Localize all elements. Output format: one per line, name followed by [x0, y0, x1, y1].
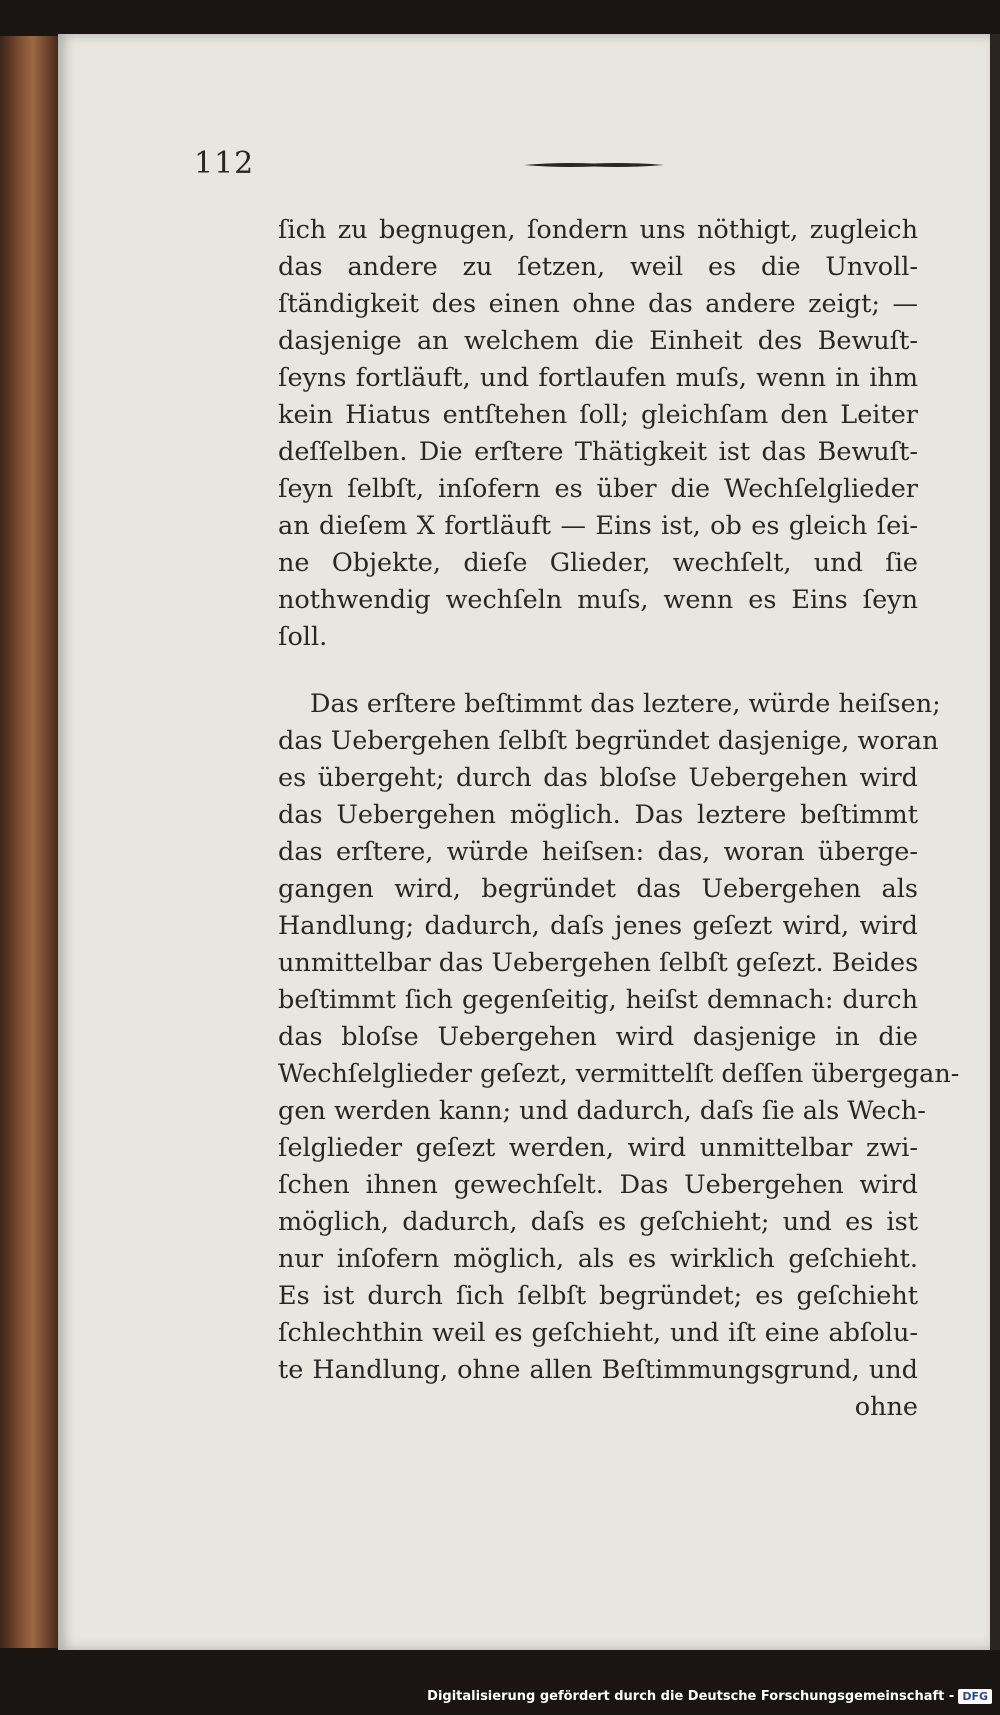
- text-line: ſelglieder geſezt werden, wird unmittelbar zwi-: [278, 1133, 918, 1163]
- text-line: ſich zu begnugen, ſondern uns nöthigt, zugleich: [278, 215, 918, 245]
- text-line: deſſelben. Die erſtere Thätigkeit ist das Bewuſt-: [278, 437, 918, 467]
- paragraph-1: [278, 212, 918, 656]
- text-line: beſtimmt ſich gegenſeitig, heiſst demnach: durch: [278, 985, 918, 1015]
- dfg-logo-icon: DFG: [958, 1689, 992, 1704]
- book-spine: [0, 36, 60, 1648]
- text-line: Es ist durch ſich ſelbſt begründet; es geſchieht: [278, 1281, 918, 1311]
- text-line: das andere zu ſetzen, weil es die Unvoll-: [278, 252, 918, 282]
- text-line: das Uebergehen möglich. Das leztere beſtimmt: [278, 800, 918, 830]
- text-line: nur inſofern möglich, als es wirklich geſchieht.: [278, 1244, 918, 1274]
- credit-text: Digitalisierung gefördert durch die Deutsche Forschungsgemeinschaft -: [427, 1688, 955, 1704]
- text-line: gangen wird, begründet das Uebergehen als: [278, 874, 918, 904]
- text-line: ſoll.: [278, 622, 328, 652]
- text-line: Wechſelglieder geſezt, vermittelſt deſſen übergegan-: [278, 1059, 960, 1089]
- page-edge: [990, 34, 1000, 1650]
- text-line: das bloſse Uebergehen wird dasjenige in die: [278, 1022, 918, 1052]
- text-line: das erſtere, würde heiſsen: das, woran überge-: [278, 837, 918, 867]
- text-line: gen werden kann; und dadurch, daſs ſie als Wech-: [278, 1096, 926, 1126]
- text-block: [278, 212, 960, 1426]
- text-line: ſchen ihnen gewechſelt. Das Uebergehen wird: [278, 1170, 918, 1200]
- digitization-credit: [427, 1685, 992, 1707]
- paragraph-gap: [278, 656, 918, 686]
- text-line: ſchlechthin weil es geſchieht, und iſt eine abſolu-: [278, 1318, 918, 1348]
- header-ornament: [524, 160, 664, 170]
- text-line: kein Hiatus entſtehen ſoll; gleichſam den Leiter: [278, 400, 918, 430]
- text-line: ſtändigkeit des einen ohne das andere zeigt; —: [278, 289, 918, 319]
- text-line: unmittelbar das Uebergehen ſelbſt geſezt. Beides: [278, 948, 919, 978]
- text-line: te Handlung, ohne allen Beſtimmungsgrund, und: [278, 1355, 918, 1385]
- paragraph-2: [278, 686, 960, 1426]
- text-line: Handlung; dadurch, daſs jenes geſezt wird, wird: [278, 911, 918, 941]
- text-line: dasjenige an welchem die Einheit des Bewuſt-: [278, 326, 918, 356]
- text-line: es übergeht; durch das bloſse Uebergehen wird: [278, 763, 918, 793]
- text-line: möglich, dadurch, daſs es geſchieht; und es ist: [278, 1207, 918, 1237]
- text-line: an dieſem X fortläuft — Eins ist, ob es gleich ſei-: [278, 511, 918, 541]
- text-line: Das erſtere beſtimmt das leztere, würde heiſsen;: [310, 689, 941, 719]
- catchword: ohne: [854, 1392, 918, 1422]
- text-line: nothwendig wechſeln muſs, wenn es Eins ſeyn: [278, 585, 918, 615]
- page-number: 112: [194, 146, 255, 181]
- text-line: ne Objekte, dieſe Glieder, wechſelt, und ſie: [278, 548, 918, 578]
- text-line: ſeyns fortläuft, und fortlaufen muſs, wenn in ihm: [278, 363, 918, 393]
- text-line: das Uebergehen ſelbſt begründet dasjenige, woran: [278, 726, 939, 756]
- text-line: ſeyn ſelbſt, inſofern es über die Wechſelglieder: [278, 474, 918, 504]
